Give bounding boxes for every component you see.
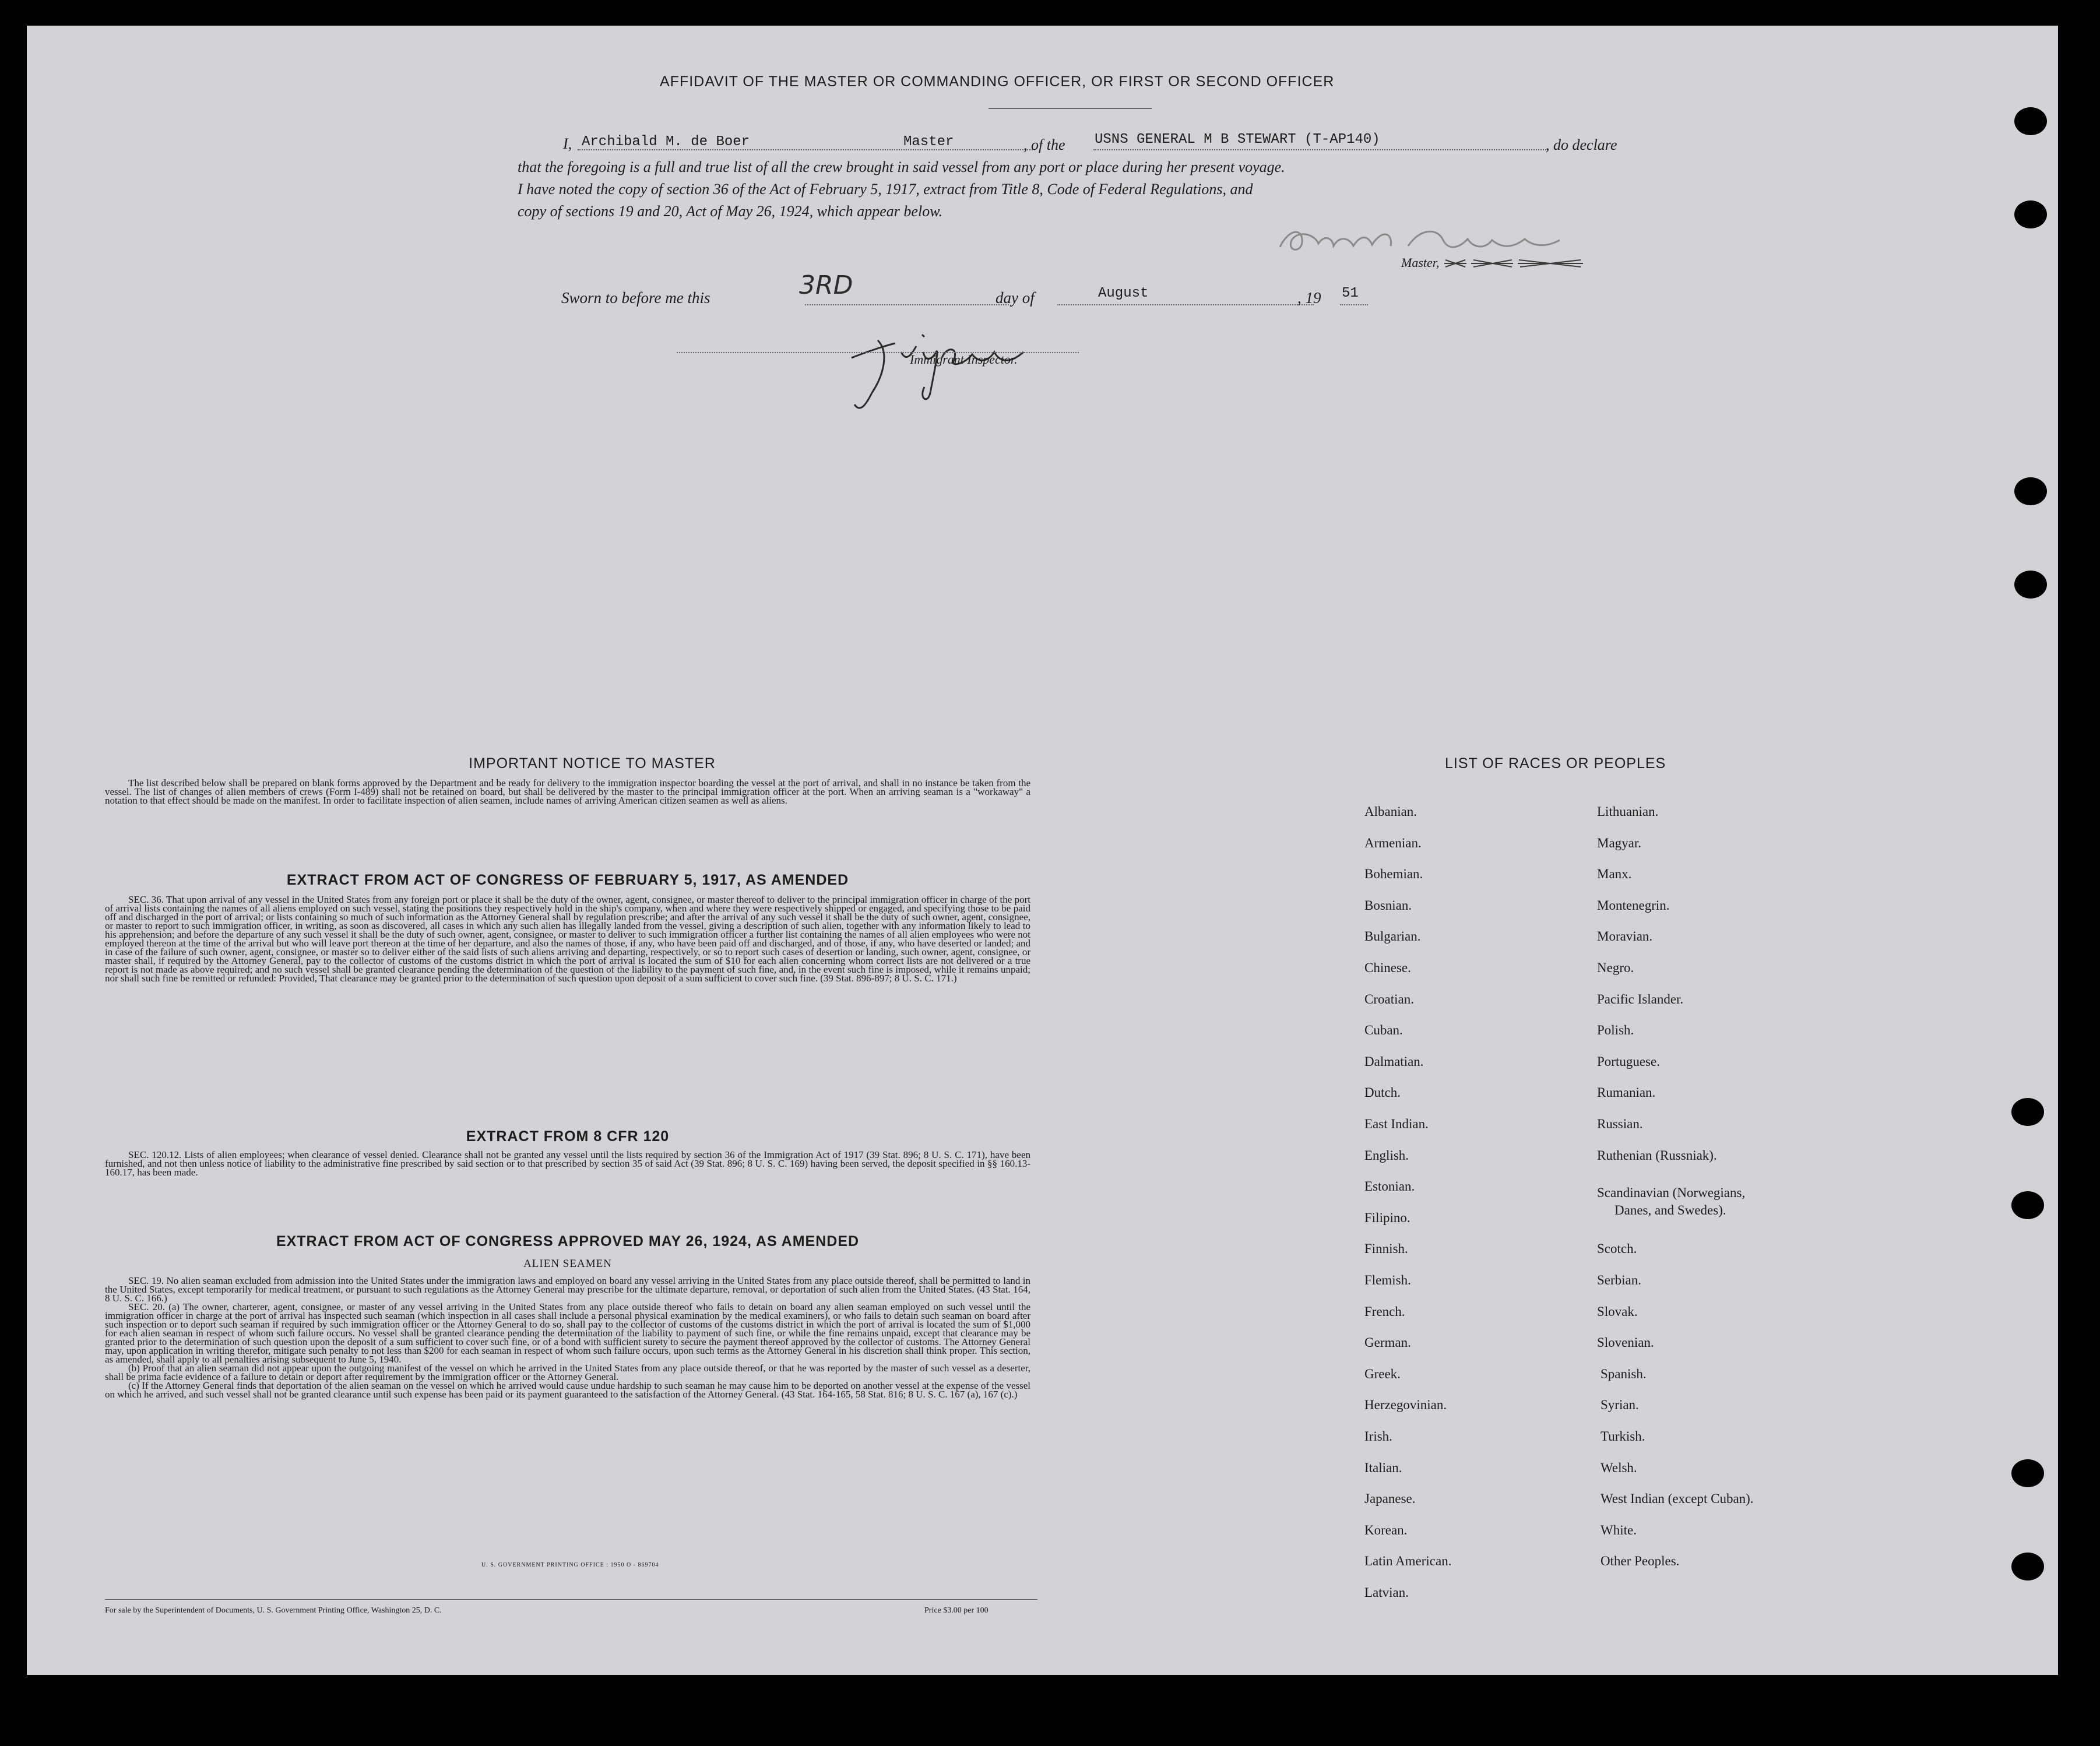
race-item: Lithuanian.: [1597, 804, 1659, 819]
race-item: Slovak.: [1597, 1304, 1638, 1319]
punch-hole: [2011, 1191, 2044, 1219]
sec-20c-text: (c) If the Attorney General finds that deportation of the alien seaman on the vessel on which he arrived would cause undue hardship to such seaman he may cause him to be deported on another vessel at the expense of the vessel on which he arrived, and such vessel shall not be granted clearance until such expense has been paid or its payment guaranteed to the satisfaction of the Attorney General. (43 Stat. 164-165, 58 Stat. 816; 8 U. S. C. 167 (a), 167 (c).): [105, 1380, 1030, 1400]
punch-hole: [2011, 1553, 2044, 1580]
extract-cfr-title: EXTRACT FROM 8 CFR 120: [466, 1128, 670, 1145]
race-item: Cuban.: [1364, 1023, 1403, 1037]
race-item: Moravian.: [1597, 929, 1653, 944]
race-item: Manx.: [1597, 867, 1632, 881]
punch-hole: [2011, 1459, 2044, 1487]
race-item: French.: [1364, 1304, 1405, 1319]
do-declare-label: , do declare: [1546, 136, 1617, 153]
footer-sales-note: For sale by the Superintendent of Documents, U. S. Government Printing Office, Washington 25, D. C.: [105, 1606, 442, 1615]
i-label: I,: [563, 135, 572, 152]
race-item: Dutch.: [1364, 1085, 1401, 1100]
footer-divider: [105, 1599, 1037, 1600]
sec-20b-text: (b) Proof that an alien seaman did not appear upon the outgoing manifest of the vessel on which he arrived in the United States from any place outside thereof, or that he was reported by the master of such vessel as a deserter, shall be prima facie evidence of a failure to detain or deport after requirement by the immigration officer or the Attorney General.: [105, 1363, 1030, 1382]
extract-cfr-text: SEC. 120.12. Lists of alien employees; when clearance of vessel denied. Clearance shall not be granted any vessel until the lists required by section 36 of the Immigration Act of 1917 (39 Stat. 896; 8 U. S. C. 171), have been furnished, and not then unless notice of liability to the administrative fine prescribed by said section or to that prescribed by section 35 of said Act (39 Stat. 896; 8 U. S. C. 169) having been served, the deposit specified in §§ 160.13-160.17, has been made.: [105, 1149, 1030, 1178]
year-field: 51: [1342, 286, 1359, 301]
sec-20a-text: SEC. 20. (a) The owner, charterer, agent, consignee, or master of any vessel arriving in the United States from any place outside thereof who fails to detain on board any alien seaman employed on such vessel until the immigration officer in charge at the port of arrival has inspected such seaman (which inspection in all cases shall include a personal physical examination by the medical examiners), or who fails to detain such seaman on board after such inspection or to deport such seaman if required by such immigration officer or the Attorney General to do so, shall pay to the collector of customs of the customs district in which the port of arrival is located the sum of $1,000 for each alien seaman in respect of whom such failure occurs. No vessel shall be granted clearance pending the determination of the liability to payment of such fine, or while the fine remains unpaid, except that clearance may be granted prior to the determination of such question upon the deposit of a sum sufficient to cover such fine, or of a bond with sufficient surety to secure the payment thereof approved by the collector of customs. The Attorney General may, upon application in writing therefor, mitigate such penalty to not less than $200 for each seaman in respect of whom such failure occurs, upon such terms as the Attorney General in his discretion shall think proper. This section, as amended, shall apply to all penalties arising subsequent to June 5, 1940.: [105, 1301, 1030, 1365]
race-item: Chinese.: [1364, 960, 1411, 975]
rank-field: Master: [903, 134, 954, 150]
race-item: Dalmatian.: [1364, 1054, 1424, 1069]
race-item: Polish.: [1597, 1023, 1634, 1037]
race-item: Ruthenian (Russniak).: [1597, 1148, 1717, 1163]
race-item: Spanish.: [1600, 1367, 1647, 1381]
race-item: Rumanian.: [1597, 1085, 1656, 1100]
punch-hole: [2014, 477, 2047, 505]
race-item: Portuguese.: [1597, 1054, 1660, 1069]
notice-paragraph: [105, 779, 1030, 805]
footer-price: Price $3.00 per 100: [924, 1606, 989, 1615]
extract-1917-text: SEC. 36. That upon arrival of any vessel in the United States from any foreign port or place it shall be the duty of the owner, agent, consignee, or master thereof to deliver to the principal immigration officer in charge of the port of arrival lists containing the names of all aliens employed on such vessel, stating the positions they respectively hold in the ship's company, when and where they were respectively shipped or engaged, and specifying those to be paid off and discharged in the port of arrival; or lists containing so much of such information as the Attorney General shall by regulation prescribe; and after the arrival of any such vessel it shall be the duty of such owner, agent, consignee, or master to report to such immigration officer, in writing, as soon as discovered, all cases in which any such alien has illegally landed from the vessel, giving a description of such alien, together with any information likely to lead to his apprehension; and before the departure of any such vessel it shall be the duty of such owner, agent, consignee, or master to deliver to such immigration officer a further list containing the names of all alien employees who were not employed thereon at the time of the arrival but who will leave port thereon at the time of her departure, and also the names of those, if any, who have been paid off and discharged, and of those, if any, who have deserted or landed; and in case of the failure of such owner, agent, consignee, or master so to deliver either of the said lists of such aliens arriving and departing, respectively, or so to report such cases of desertion or landing, such owner, agent, consignee, or master shall, if required by the Attorney General, pay to the collector of customs of the customs district in which the port of arrival is located the sum of $10 for each alien concerning whom correct lists are not delivered or a true report is not made as above required; and no such vessel shall be granted clearance pending the determination of the question of the liability to the payment of such fine, and, in the event such fine is imposed, while it remains unpaid; nor shall such fine be remitted or refunded: Provided, That clearance may be granted prior to the determination of such question upon deposit of a sum sufficient to cover such fine. (39 Stat. 896-897; 8 U. S. C. 171.): [105, 894, 1030, 984]
race-item: Turkish.: [1600, 1429, 1645, 1444]
race-item: Herzegovinian.: [1364, 1397, 1447, 1412]
race-item: Magyar.: [1597, 836, 1642, 850]
race-item: Pacific Islander.: [1597, 992, 1684, 1006]
extract-1924-paragraphs: [105, 1276, 1030, 1399]
race-item: Russian.: [1597, 1117, 1643, 1131]
punch-hole: [2011, 1098, 2044, 1126]
sec-19-text: SEC. 19. No alien seaman excluded from admission into the United States under the immigration laws and employed on board any vessel arriving in the United States from any place outside thereof, shall be permitted to land in the United States, except temporarily for medical treatment, or pursuant to such regulations as the Attorney General may prescribe for the ultimate departure, removal, or deportation of such alien from the United States. (43 Stat. 164, 8 U. S. C. 166.): [105, 1275, 1030, 1304]
extract-1917-paragraph: [105, 895, 1030, 983]
race-item: East Indian.: [1364, 1117, 1429, 1131]
day-fill-line: [805, 304, 1009, 305]
punch-hole: [2014, 107, 2047, 135]
race-item: Welsh.: [1600, 1460, 1637, 1475]
race-item: Korean.: [1364, 1523, 1408, 1537]
vessel-fill-line: [1093, 149, 1548, 150]
race-item: Flemish.: [1364, 1273, 1411, 1287]
race-item: Bosnian.: [1364, 898, 1412, 913]
of-the-label: , of the: [1023, 136, 1065, 153]
master-title-label: Master,: [1401, 255, 1440, 270]
race-item: West Indian (except Cuban).: [1600, 1491, 1754, 1506]
race-item: Japanese.: [1364, 1491, 1416, 1506]
race-item: Montenegrin.: [1597, 898, 1670, 913]
vessel-name-field: USNS GENERAL M B STEWART (T-AP140): [1095, 132, 1380, 147]
race-item: English.: [1364, 1148, 1409, 1163]
extract-1917-title: EXTRACT FROM ACT OF CONGRESS OF FEBRUARY 5, 1917, AS AMENDED: [286, 872, 849, 888]
race-item: Latvian.: [1364, 1585, 1409, 1600]
race-item: Slovenian.: [1597, 1335, 1654, 1350]
extract-cfr-paragraph: [105, 1150, 1030, 1177]
race-item: German.: [1364, 1335, 1411, 1350]
notice-text: The list described below shall be prepared on blank forms approved by the Department and be ready for delivery to the immigration inspector boarding the vessel at the port of arrival, and shall in no instance be taken from the vessel. The list of changes of alien members of crews (Form I-489) shall not be retained on board, but shall be delivered by the master to the principal immigration officer at the port. When an arriving seaman is a "workaway" a notation to that effect should be made on the manifest. In order to facilitate inspection of alien seamen, include names of arriving American citizen seamen as well as aliens.: [105, 777, 1030, 806]
month-field: August: [1098, 286, 1149, 301]
master-name-field: Archibald M. de Boer: [582, 134, 750, 150]
race-item: Negro.: [1597, 960, 1634, 975]
extract-1924-title: EXTRACT FROM ACT OF CONGRESS APPROVED MAY 26, 1924, AS AMENDED: [276, 1233, 860, 1249]
inspector-fill-line: [677, 352, 1079, 353]
race-item: Italian.: [1364, 1460, 1402, 1475]
sworn-label: Sworn to before me this: [561, 289, 710, 307]
race-item: Irish.: [1364, 1429, 1392, 1444]
year-fill-line: [1340, 304, 1368, 305]
race-item: Finnish.: [1364, 1241, 1408, 1256]
month-fill-line: [1057, 304, 1314, 305]
race-item: Scandinavian (Norwegians,: [1597, 1185, 1746, 1200]
punch-hole: [2014, 571, 2047, 599]
race-item: Serbian.: [1597, 1273, 1642, 1287]
race-item: Latin American.: [1364, 1554, 1452, 1568]
affidavit-title: AFFIDAVIT OF THE MASTER OR COMMANDING OFFICER, OR FIRST OR SECOND OFFICER: [660, 73, 1335, 90]
race-item: Other Peoples.: [1600, 1554, 1680, 1568]
day-of-label: day of: [996, 289, 1035, 307]
race-item: Bohemian.: [1364, 867, 1423, 881]
race-item: Filipino.: [1364, 1210, 1410, 1225]
race-item: Estonian.: [1364, 1179, 1415, 1194]
inspector-label: Immigrant Inspector.: [910, 352, 1018, 367]
race-item: White.: [1600, 1523, 1637, 1537]
alien-seamen-subtitle: ALIEN SEAMEN: [523, 1258, 612, 1270]
year-prefix-label: , 19: [1297, 289, 1321, 307]
race-item: Scotch.: [1597, 1241, 1637, 1256]
notice-title: IMPORTANT NOTICE TO MASTER: [469, 755, 716, 772]
form-page: [27, 26, 2058, 1675]
races-title: LIST OF RACES OR PEOPLES: [1445, 755, 1666, 772]
race-item: Bulgarian.: [1364, 929, 1421, 944]
race-item: Croatian.: [1364, 992, 1414, 1006]
race-item: Albanian.: [1364, 804, 1417, 819]
affidavit-line-3: I have noted the copy of section 36 of the Act of February 5, 1917, extract from Title 8, Code of Federal Regulations, and: [518, 181, 1253, 198]
struck-out-text: [1443, 256, 1589, 270]
punch-hole: [2014, 200, 2047, 228]
affidavit-line-2: that the foregoing is a full and true list of all the crew brought in said vessel from any port or place during her present voyage.: [518, 159, 1285, 175]
race-item: Syrian.: [1600, 1397, 1639, 1412]
race-item: Danes, and Swedes).: [1614, 1203, 1726, 1217]
title-divider: [989, 108, 1152, 109]
sworn-day-handwritten: 3RD: [799, 270, 853, 300]
race-item: Armenian.: [1364, 836, 1422, 850]
race-item: Greek.: [1364, 1367, 1401, 1381]
printing-office-note: U. S. GOVERNMENT PRINTING OFFICE : 1950 O - 869704: [481, 1562, 659, 1568]
affidavit-line-4: copy of sections 19 and 20, Act of May 26, 1924, which appear below.: [518, 203, 943, 220]
